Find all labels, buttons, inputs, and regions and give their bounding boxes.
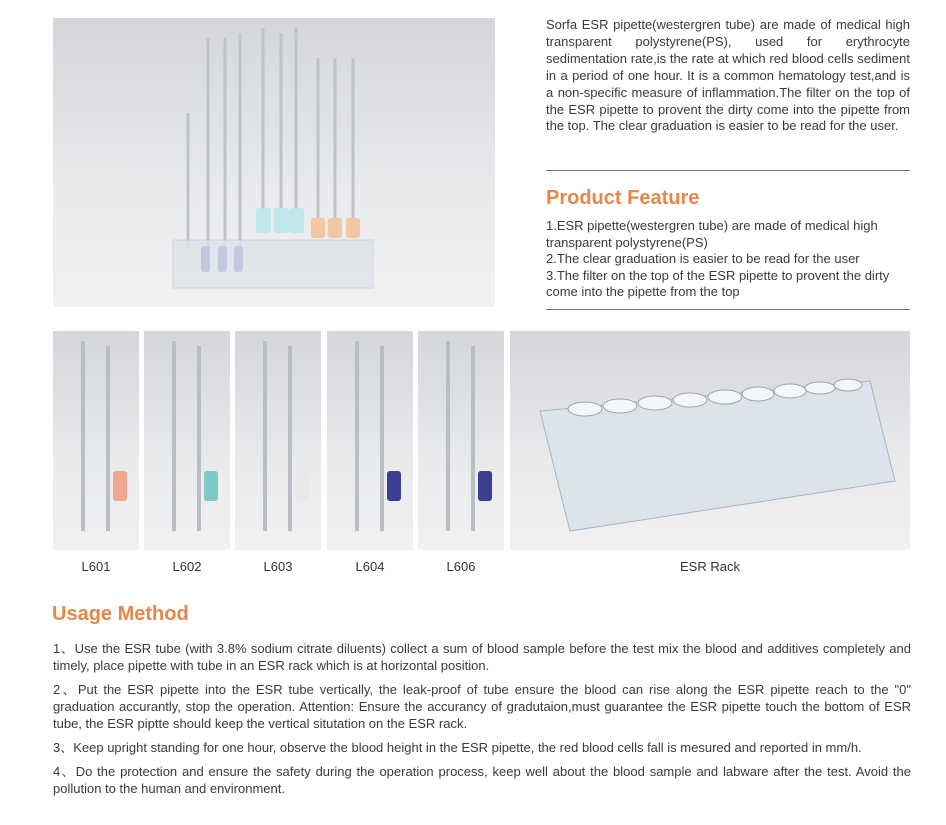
feature-item: 1.ESR pipette(westergren tube) are made of medical high transparent polystyrene(PS) xyxy=(546,218,878,250)
feature-item: 3.The filter on the top of the ESR pipette to provent the dirty come into the pipette from the top xyxy=(546,267,890,300)
esr-rack-photo xyxy=(510,331,910,550)
product-label: L604 xyxy=(355,559,385,574)
pipette-illustration xyxy=(53,331,139,550)
feature-list xyxy=(546,218,916,301)
intro-paragraph: Sorfa ESR pipette(westergren tube) are made of medical high transparent polystyrene(PS), used for erythrocyte sedimentation rate,is the rate at which red blood cells sediment in a period of one hour. It is a common hematology test,and is a non-specific measure of inflammation.The filter on the top of the ESR pipette to provent the dirty come into the pipette from the top. The clear graduation is easier to be read for the user. xyxy=(546,17,910,134)
product-label: L606 xyxy=(446,559,476,574)
esr-rack-label: ESR Rack xyxy=(680,559,740,574)
product-photo-l601 xyxy=(53,331,139,550)
pipette-illustration xyxy=(144,331,230,550)
pipettes-in-rack-illustration xyxy=(53,18,495,307)
pipette-illustration xyxy=(327,331,413,550)
product-photo-l603 xyxy=(235,331,321,550)
esr-rack-illustration xyxy=(510,331,910,550)
usage-method-heading: Usage Method xyxy=(52,603,189,625)
product-photo-main xyxy=(53,18,495,307)
divider xyxy=(546,170,910,171)
usage-step: 3、Keep upright standing for one hour, observe the blood height in the ESR pipette, the red blood cells fall is mesured and reported in mm/h. xyxy=(53,740,862,755)
usage-step: 2、Put the ESR pipette into the ESR tube vertically, the leak-proof of tube ensure the blood can rise along the ESR pipette reach to the "0" graduation accurantly, stop the operation. Attention: Ensure the accurancy of gradutaion,must guarantee the ESR pipette touch the bottom of ESR tube, the ESR piptte should keep the vertical situtation on the ESR rack. xyxy=(53,682,911,731)
product-label: L602 xyxy=(172,559,202,574)
product-label: L601 xyxy=(81,559,111,574)
pipette-illustration xyxy=(418,331,504,550)
product-photo-l604 xyxy=(327,331,413,550)
divider xyxy=(546,309,910,310)
product-label: L603 xyxy=(263,559,293,574)
feature-item: 2.The clear graduation is easier to be read for the user xyxy=(546,251,860,267)
pipette-illustration xyxy=(235,331,321,550)
product-photo-l602 xyxy=(144,331,230,550)
product-photo-l606 xyxy=(418,331,504,550)
usage-step: 4、Do the protection and ensure the safety during the operation process, keep well about the blood sample and labware after the test. Avoid the pollution to the human and environment. xyxy=(53,764,911,796)
product-feature-heading: Product Feature xyxy=(546,187,700,209)
usage-step: 1、Use the ESR tube (with 3.8% sodium citrate diluents) collect a sum of blood sample before the test mix the blood and additives completely and timely, place pipette with tube in an ESR rack which is at horizontal position. xyxy=(53,641,911,673)
usage-steps xyxy=(53,640,911,804)
